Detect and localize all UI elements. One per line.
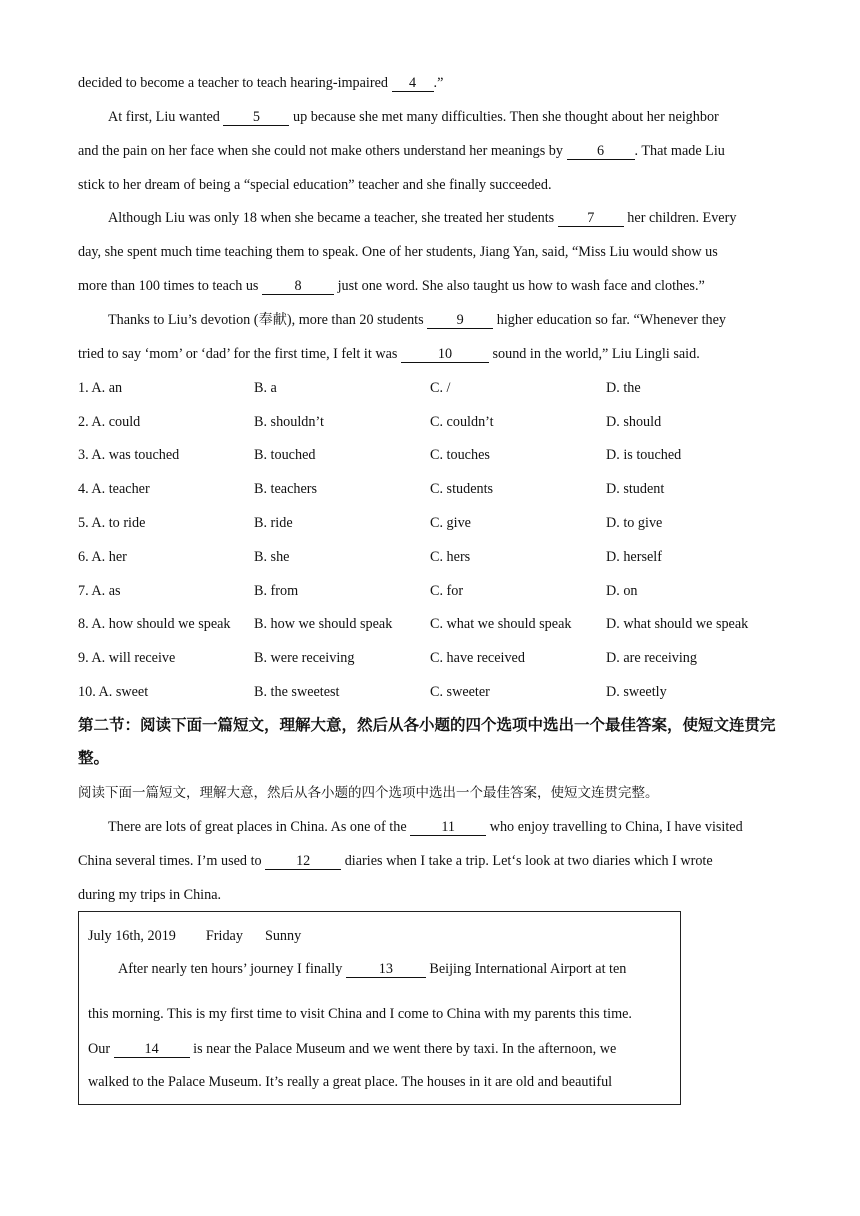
question-options-2 [78, 412, 798, 432]
diary-line: this morning. This is my first time to visit China and I come to China with my parents this time. [88, 1006, 632, 1022]
passage-line: At first, Liu wanted 5 up because she met many difficulties. Then she thought about her neighbor [108, 109, 719, 125]
option-a[interactable]: 7. A. as [78, 583, 121, 599]
passage-line: There are lots of great places in China. As one of the 11 who enjoy travelling to China, I have visited [108, 819, 743, 835]
option-c[interactable]: C. what we should speak [430, 616, 572, 632]
option-b[interactable]: B. were receiving [254, 650, 355, 666]
option-a[interactable]: 8. A. how should we speak [78, 616, 231, 632]
option-c[interactable]: C. give [430, 515, 471, 531]
blank-9[interactable]: 9 [427, 312, 493, 329]
option-c[interactable]: C. have received [430, 650, 525, 666]
diary-header [88, 926, 301, 946]
diary-line: Our 14 is near the Palace Museum and we went there by taxi. In the afternoon, we [88, 1041, 617, 1057]
option-d[interactable]: D. sweetly [606, 684, 667, 700]
section-description: 阅读下面一篇短文，理解大意，然后从各小题的四个选项中选出一个最佳答案，使短文连贯完整。 [78, 785, 659, 801]
passage-line: more than 100 times to teach us 8 just one word. She also taught us how to wash face and clothes.” [78, 278, 705, 294]
blank-8[interactable]: 8 [262, 278, 334, 295]
option-a[interactable]: 3. A. was touched [78, 447, 180, 463]
option-b[interactable]: B. she [254, 549, 290, 565]
option-b[interactable]: B. ride [254, 515, 293, 531]
blank-12[interactable]: 12 [265, 853, 341, 870]
question-options-5 [78, 513, 798, 533]
option-a[interactable]: 4. A. teacher [78, 481, 150, 497]
blank-7[interactable]: 7 [558, 210, 624, 227]
blank-14[interactable]: 14 [114, 1041, 190, 1058]
option-c[interactable]: C. for [430, 583, 464, 599]
option-d[interactable]: D. on [606, 583, 638, 599]
option-b[interactable]: B. a [254, 380, 277, 396]
diary-day: Friday [205, 928, 243, 944]
passage-line: decided to become a teacher to teach hearing-impaired 4 .” [78, 75, 444, 91]
blank-10[interactable]: 10 [401, 346, 489, 363]
question-options-4 [78, 479, 798, 499]
option-c[interactable]: C. touches [430, 447, 490, 463]
option-d[interactable]: D. the [606, 380, 641, 396]
option-b[interactable]: B. the sweetest [254, 684, 340, 700]
question-options-6 [78, 547, 798, 567]
passage-line: tried to say ‘mom’ or ‘dad’ for the first time, I felt it was 10 sound in the world,” Liu Lingli said. [78, 346, 700, 362]
blank-4[interactable]: 4 [392, 75, 434, 92]
passage-line: and the pain on her face when she could not make others understand her meanings by 6 . That made Liu [78, 143, 725, 159]
option-a[interactable]: 2. A. could [78, 414, 141, 430]
blank-13[interactable]: 13 [346, 961, 426, 978]
option-c[interactable]: C. hers [430, 549, 471, 565]
question-options-8 [78, 614, 798, 634]
blank-5[interactable]: 5 [223, 109, 289, 126]
question-options-7 [78, 581, 798, 601]
passage-line: Although Liu was only 18 when she became a teacher, she treated her students 7 her children. Every [108, 210, 737, 226]
question-options-1 [78, 378, 798, 398]
option-b[interactable]: B. how we should speak [254, 616, 393, 632]
diary-box [78, 911, 681, 1105]
option-c[interactable]: C. couldn’t [430, 414, 494, 430]
passage-line: stick to her dream of being a “special education” teacher and she finally succeeded. [78, 177, 552, 193]
option-d[interactable]: D. are receiving [606, 650, 697, 666]
option-c[interactable]: C. / [430, 380, 451, 396]
option-d[interactable]: D. to give [606, 515, 663, 531]
option-d[interactable]: D. should [606, 414, 662, 430]
option-b[interactable]: B. from [254, 583, 299, 599]
blank-11[interactable]: 11 [410, 819, 486, 836]
diary-date: July 16th, 2019 [88, 928, 176, 944]
option-b[interactable]: B. touched [254, 447, 316, 463]
question-options-10 [78, 682, 798, 702]
diary-line: walked to the Palace Museum. It’s really a great place. The houses in it are old and beautiful [88, 1074, 613, 1090]
diary-weather: Sunny [264, 928, 302, 944]
option-d[interactable]: D. student [606, 481, 665, 497]
blank-6[interactable]: 6 [567, 143, 635, 160]
option-c[interactable]: C. students [430, 481, 494, 497]
passage-line: day, she spent much time teaching them to speak. One of her students, Jiang Yan, said, “Miss Liu would show us [78, 244, 718, 260]
diary-line: After nearly ten hours’ journey I finally 13 Beijing International Airport at ten [118, 961, 627, 977]
passage-line: Thanks to Liu’s devotion (奉献), more than 20 students 9 higher education so far. “Whenever they [108, 312, 726, 328]
option-a[interactable]: 1. A. an [78, 380, 123, 396]
option-b[interactable]: B. teachers [254, 481, 318, 497]
option-a[interactable]: 9. A. will receive [78, 650, 176, 666]
option-a[interactable]: 6. A. her [78, 549, 127, 565]
passage-line: during my trips in China. [78, 887, 222, 903]
option-d[interactable]: D. herself [606, 549, 662, 565]
question-options-3 [78, 445, 798, 465]
passage-line: China several times. I’m used to 12 diaries when I take a trip. Let‘s look at two diaries which I wrote [78, 853, 713, 869]
section-title: 第二节：阅读下面一篇短文，理解大意，然后从各小题的四个选项中选出一个最佳答案，使短文连贯完整。 [78, 716, 776, 767]
option-c[interactable]: C. sweeter [430, 684, 490, 700]
option-d[interactable]: D. what should we speak [606, 616, 749, 632]
question-options-9 [78, 648, 798, 668]
option-a[interactable]: 10. A. sweet [78, 684, 149, 700]
option-b[interactable]: B. shouldn’t [254, 414, 324, 430]
option-a[interactable]: 5. A. to ride [78, 515, 146, 531]
option-d[interactable]: D. is touched [606, 447, 682, 463]
